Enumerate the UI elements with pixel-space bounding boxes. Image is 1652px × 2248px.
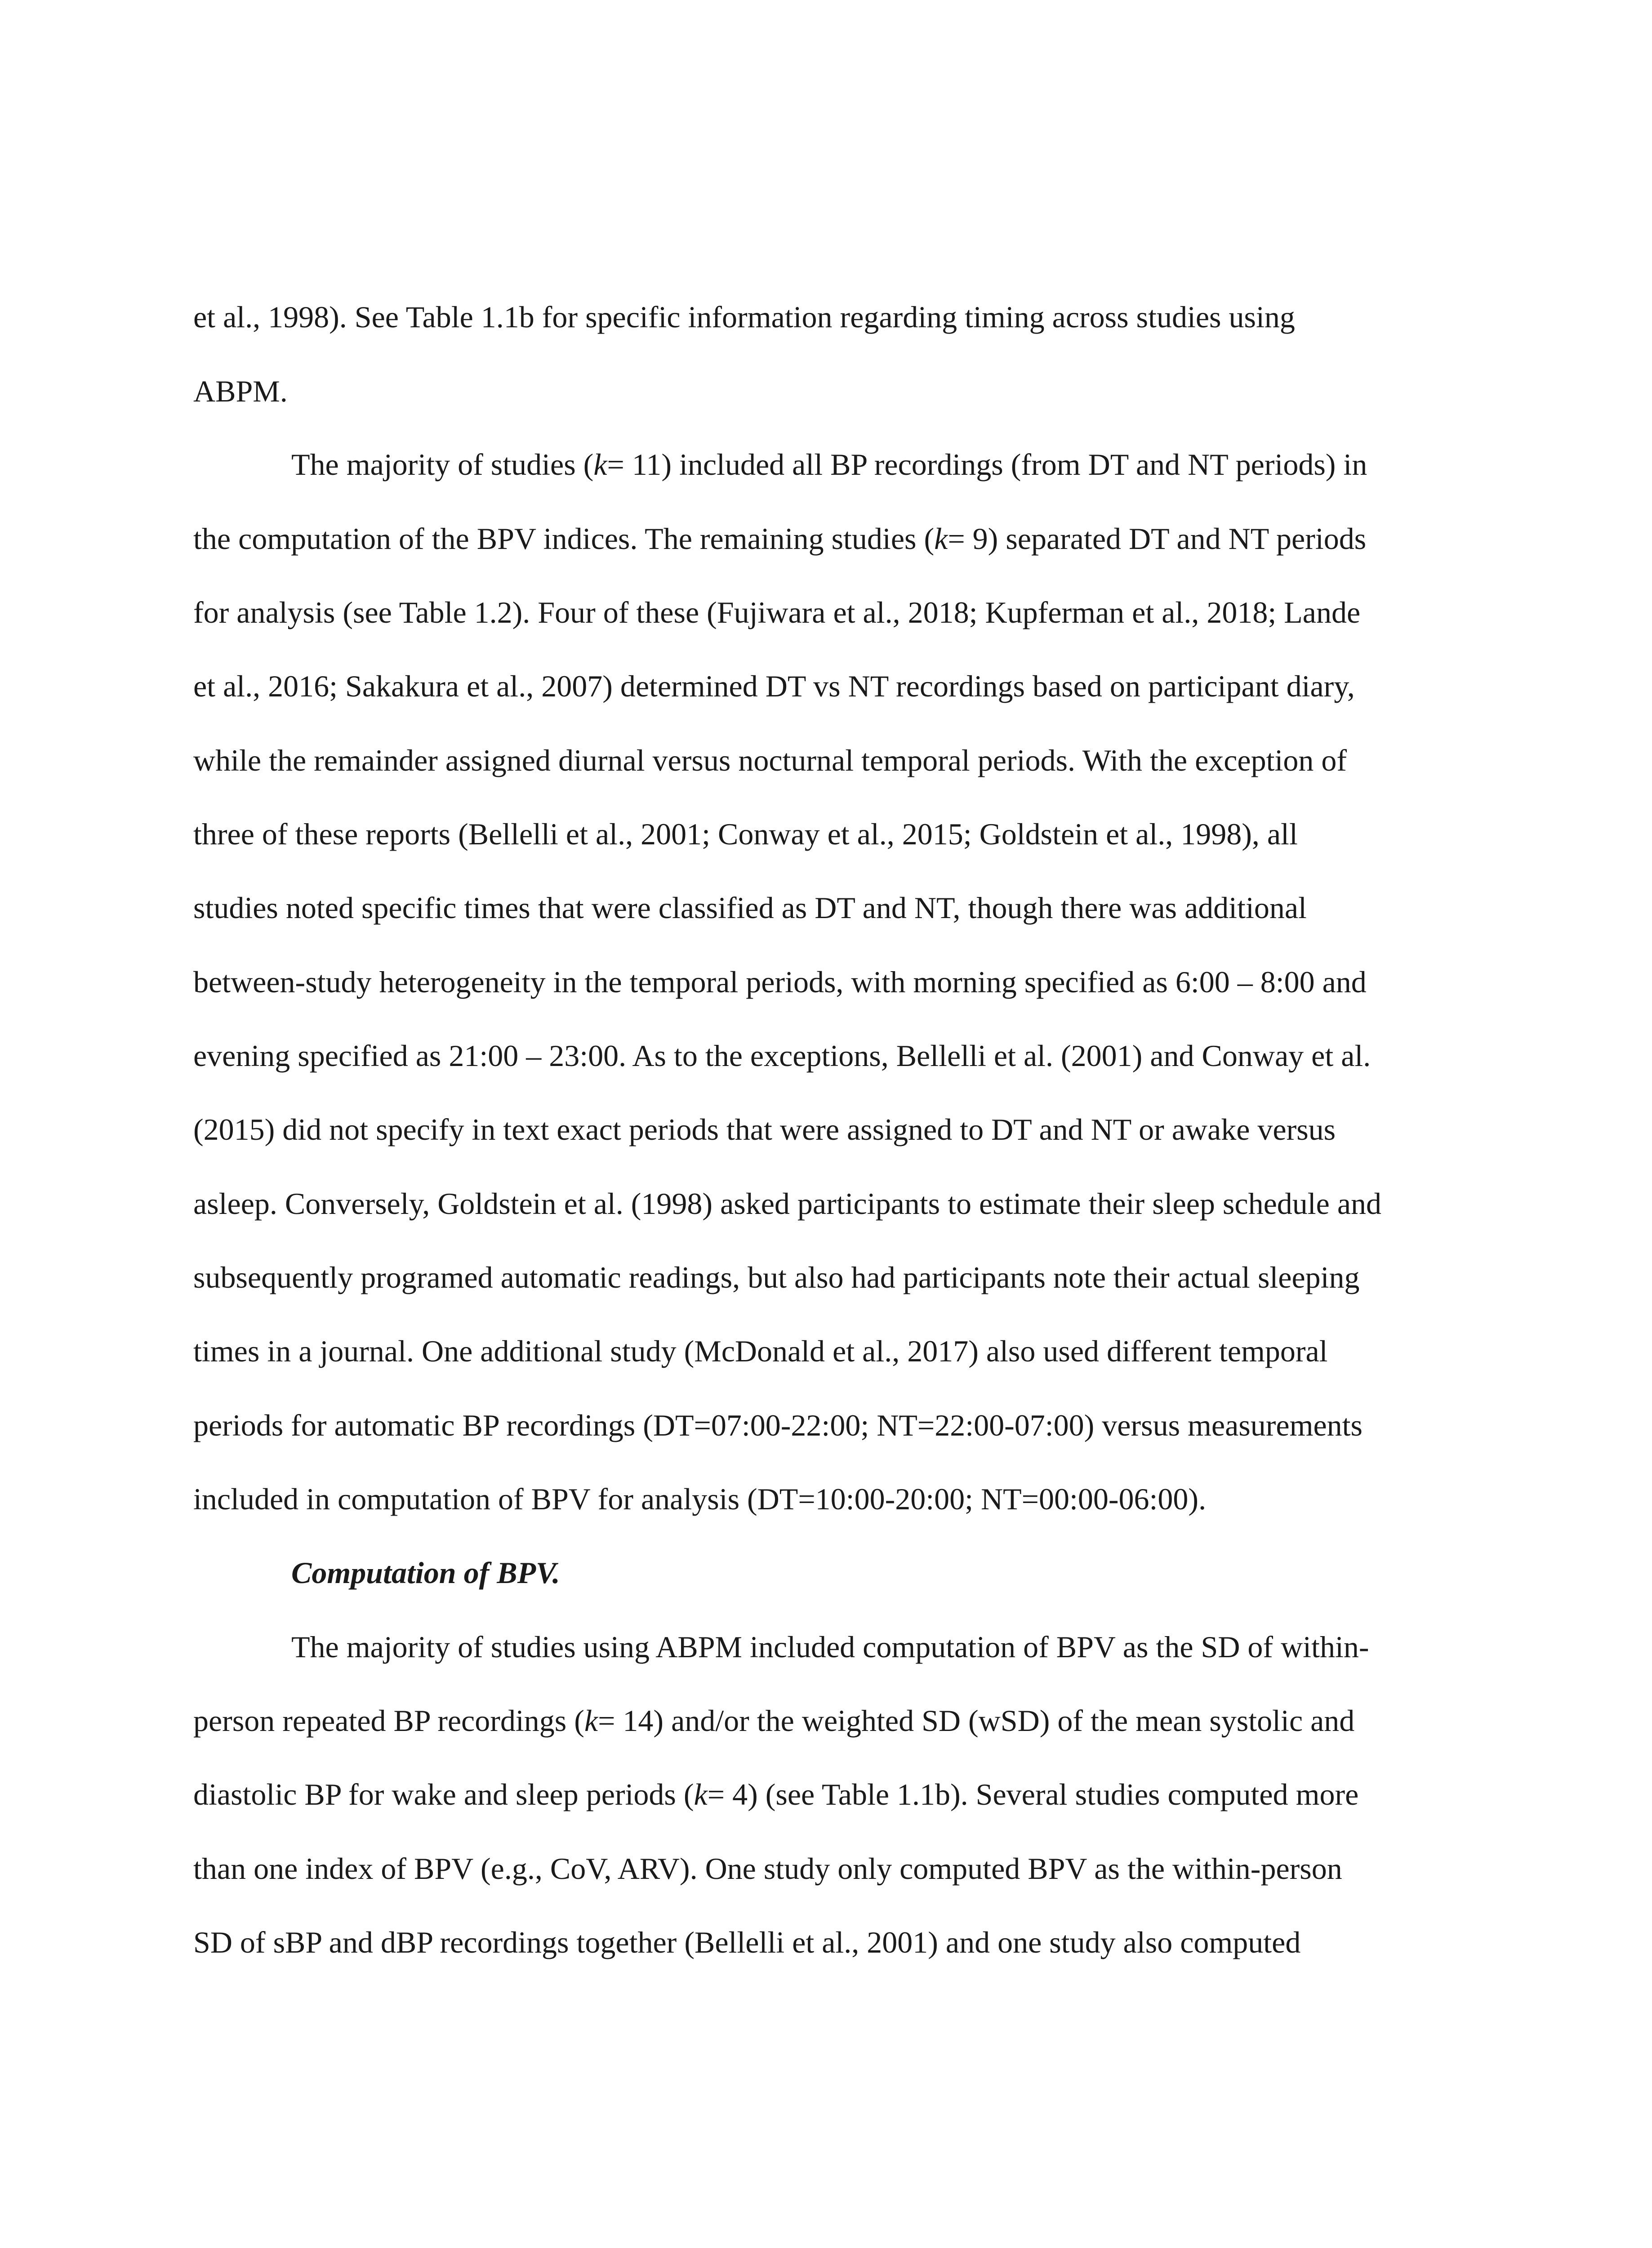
- paragraph-first-line: The majority of studies (k= 11) included all BP recordings (from DT and NT periods) in: [291, 447, 1367, 482]
- text-line: while the remainder assigned diurnal versus nocturnal temporal periods. With the exception of: [193, 743, 1347, 777]
- text-line: for analysis (see Table 1.2). Four of these (Fujiwara et al., 2018; Kupferman et al., 2018; Lande: [193, 595, 1361, 629]
- text-line: person repeated BP recordings (k= 14) and/or the weighted SD (wSD) of the mean systolic and: [193, 1704, 1355, 1738]
- text-line: times in a journal. One additional study (McDonald et al., 2017) also used different temporal: [193, 1334, 1328, 1368]
- text-line: three of these reports (Bellelli et al., 2001; Conway et al., 2015; Goldstein et al., 1998), all: [193, 817, 1298, 851]
- section-heading: Computation of BPV.: [291, 1556, 560, 1590]
- text-line: included in computation of BPV for analysis (DT=10:00-20:00; NT=00:00-06:00).: [193, 1482, 1207, 1516]
- text-line: (2015) did not specify in text exact periods that were assigned to DT and NT or awake versus: [193, 1112, 1336, 1146]
- text-line: SD of sBP and dBP recordings together (Bellelli et al., 2001) and one study also computed: [193, 1925, 1301, 1959]
- text-line: periods for automatic BP recordings (DT=07:00-22:00; NT=22:00-07:00) versus measurements: [193, 1408, 1363, 1442]
- text-line: asleep. Conversely, Goldstein et al. (1998) asked participants to estimate their sleep schedule and: [193, 1186, 1382, 1221]
- text-line: between-study heterogeneity in the temporal periods, with morning specified as 6:00 – 8:00 and: [193, 965, 1367, 999]
- text-line: et al., 2016; Sakakura et al., 2007) determined DT vs NT recordings based on participant diary,: [193, 669, 1355, 703]
- text-line: evening specified as 21:00 – 23:00. As to the exceptions, Bellelli et al. (2001) and Conway et al.: [193, 1039, 1371, 1073]
- text-line: et al., 1998). See Table 1.1b for specific information regarding timing across studies using: [193, 300, 1295, 334]
- text-line: the computation of the BPV indices. The remaining studies (k= 9) separated DT and NT periods: [193, 522, 1367, 556]
- text-line: ABPM.: [193, 374, 288, 408]
- paragraph-first-line: The majority of studies using ABPM included computation of BPV as the SD of within-: [291, 1630, 1369, 1664]
- text-line: diastolic BP for wake and sleep periods (k= 4) (see Table 1.1b). Several studies computed more: [193, 1777, 1359, 1811]
- text-line: than one index of BPV (e.g., CoV, ARV). One study only computed BPV as the within-person: [193, 1851, 1342, 1886]
- text-line: studies noted specific times that were classified as DT and NT, though there was additional: [193, 891, 1307, 925]
- text-line: subsequently programed automatic readings, but also had participants note their actual sleeping: [193, 1260, 1360, 1294]
